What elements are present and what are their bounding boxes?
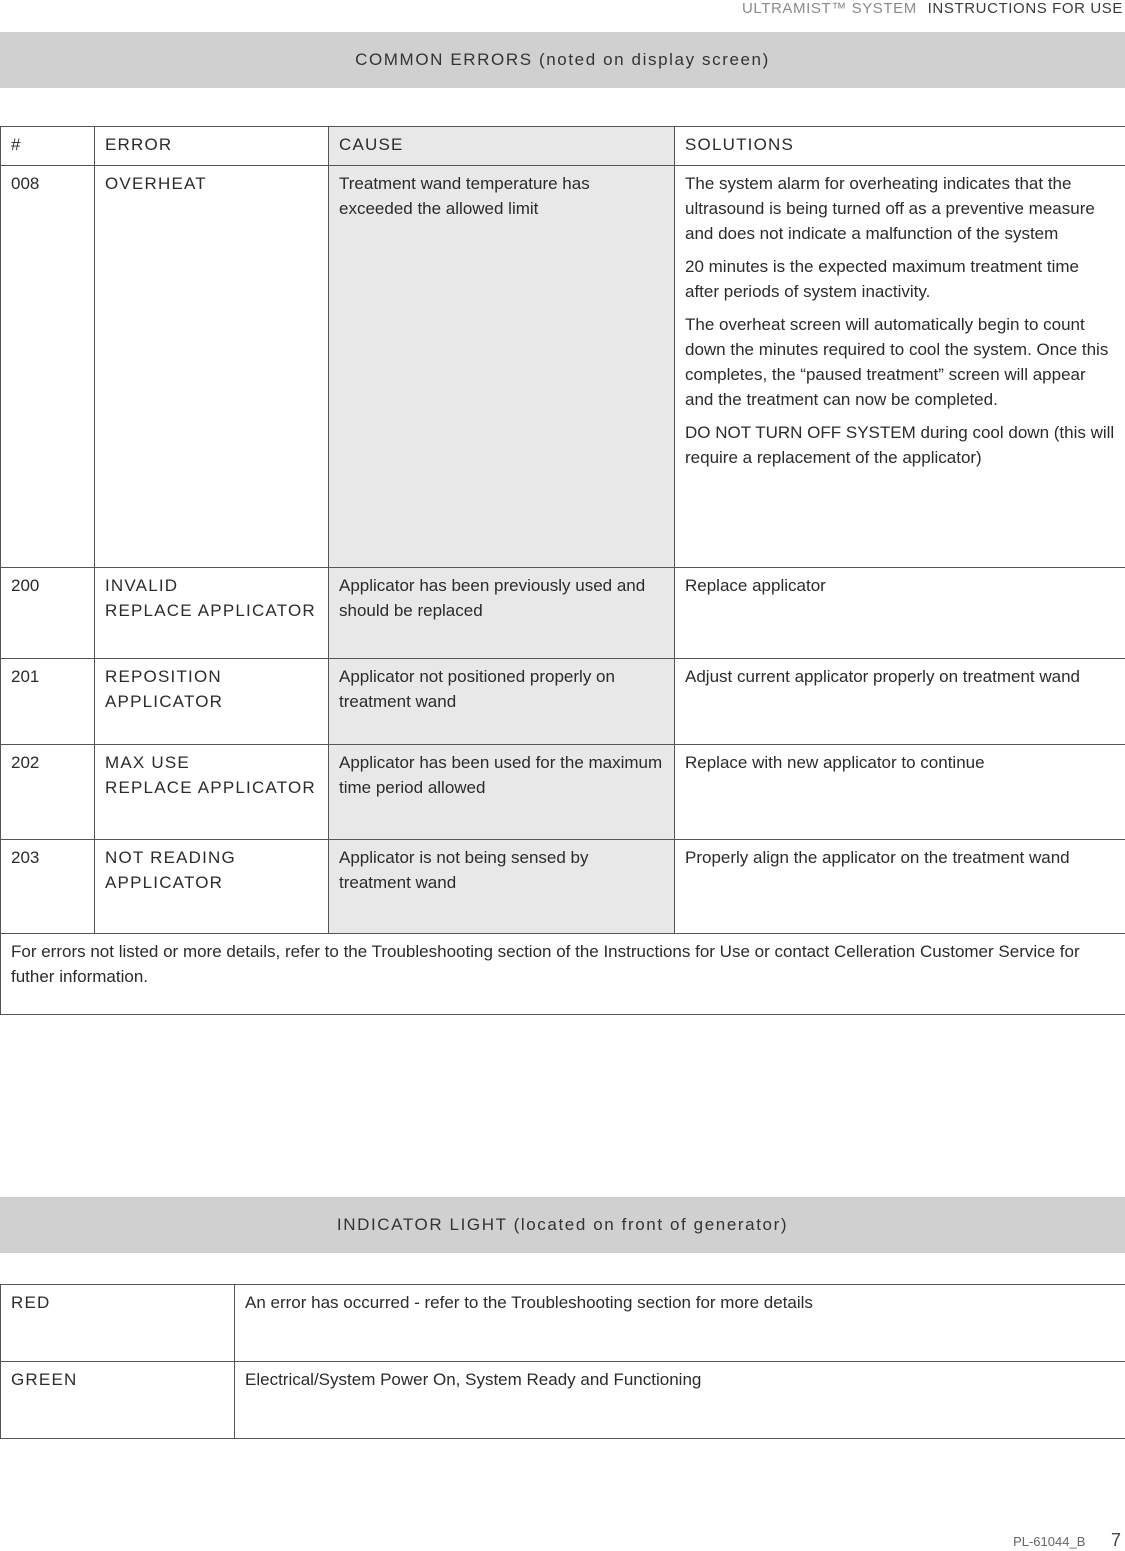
- column-header-number: #: [1, 127, 95, 166]
- error-solutions: [675, 745, 1125, 840]
- error-solutions: [675, 840, 1125, 934]
- error-name: MAX USE REPLACE APPLICATOR: [95, 745, 329, 840]
- indicator-color: RED: [1, 1285, 235, 1362]
- error-number: 202: [1, 745, 95, 840]
- table-row: [1, 1285, 1125, 1362]
- column-header-solutions: SOLUTIONS: [675, 127, 1125, 166]
- solution-text: The overheat screen will automatically begin to count down the minutes required to cool the system. Once this completes, the “paused treatment” screen will appear and the treatment can now be completed.: [685, 312, 1115, 412]
- solution-text: DO NOT TURN OFF SYSTEM during cool down (this will require a replacement of the applicator): [685, 420, 1115, 470]
- solution-text: The system alarm for overheating indicates that the ultrasound is being turned off as a preventive measure and does not indicate a malfunction of the system: [685, 171, 1115, 246]
- indicator-light-table: [0, 1284, 1125, 1439]
- table-header-row: [1, 127, 1125, 166]
- error-number: 200: [1, 568, 95, 659]
- page-number: 7: [1111, 1530, 1121, 1550]
- error-number: 008: [1, 166, 95, 568]
- page-footer: [1013, 1530, 1121, 1551]
- error-solutions: [675, 166, 1125, 568]
- table-row: [1, 1362, 1125, 1439]
- error-cause: Treatment wand temperature has exceeded the allowed limit: [329, 166, 675, 568]
- common-errors-table: [0, 126, 1125, 1015]
- solution-text: Properly align the applicator on the treatment wand: [685, 845, 1115, 870]
- document-code: PL-61044_B: [1013, 1534, 1085, 1549]
- error-name: OVERHEAT: [95, 166, 329, 568]
- error-cause: Applicator is not being sensed by treatment wand: [329, 840, 675, 934]
- indicator-meaning: Electrical/System Power On, System Ready and Functioning: [235, 1362, 1125, 1439]
- error-number: 203: [1, 840, 95, 934]
- page-header: [742, 0, 1123, 20]
- table-note: For errors not listed or more details, refer to the Troubleshooting section of the Instructions for Use or contact Celleration Customer Service for futher information.: [1, 934, 1125, 1015]
- table-row: [1, 659, 1125, 745]
- column-header-cause: CAUSE: [329, 127, 675, 166]
- error-name: NOT READING APPLICATOR: [95, 840, 329, 934]
- indicator-color: GREEN: [1, 1362, 235, 1439]
- error-number: 201: [1, 659, 95, 745]
- table-row: [1, 166, 1125, 568]
- table-row: [1, 568, 1125, 659]
- indicator-section-title: INDICATOR LIGHT (located on front of generator): [0, 1197, 1125, 1253]
- error-cause: Applicator not positioned properly on treatment wand: [329, 659, 675, 745]
- brand-name: ULTRAMIST™ SYSTEM: [742, 0, 917, 17]
- errors-section-title: COMMON ERRORS (noted on display screen): [0, 32, 1125, 88]
- solution-text: Replace applicator: [685, 573, 1115, 598]
- error-name: REPOSITION APPLICATOR: [95, 659, 329, 745]
- document-title: INSTRUCTIONS FOR USE: [928, 0, 1123, 17]
- error-cause: Applicator has been previously used and should be replaced: [329, 568, 675, 659]
- error-cause: Applicator has been used for the maximum time period allowed: [329, 745, 675, 840]
- error-solutions: [675, 659, 1125, 745]
- table-row: [1, 745, 1125, 840]
- solution-text: Adjust current applicator properly on treatment wand: [685, 664, 1115, 689]
- solution-text: Replace with new applicator to continue: [685, 750, 1115, 775]
- column-header-error: ERROR: [95, 127, 329, 166]
- table-row: [1, 840, 1125, 934]
- table-note-row: [1, 934, 1125, 1015]
- indicator-meaning: An error has occurred - refer to the Troubleshooting section for more details: [235, 1285, 1125, 1362]
- error-name: INVALID REPLACE APPLICATOR: [95, 568, 329, 659]
- solution-text: 20 minutes is the expected maximum treatment time after periods of system inactivity.: [685, 254, 1115, 304]
- error-solutions: [675, 568, 1125, 659]
